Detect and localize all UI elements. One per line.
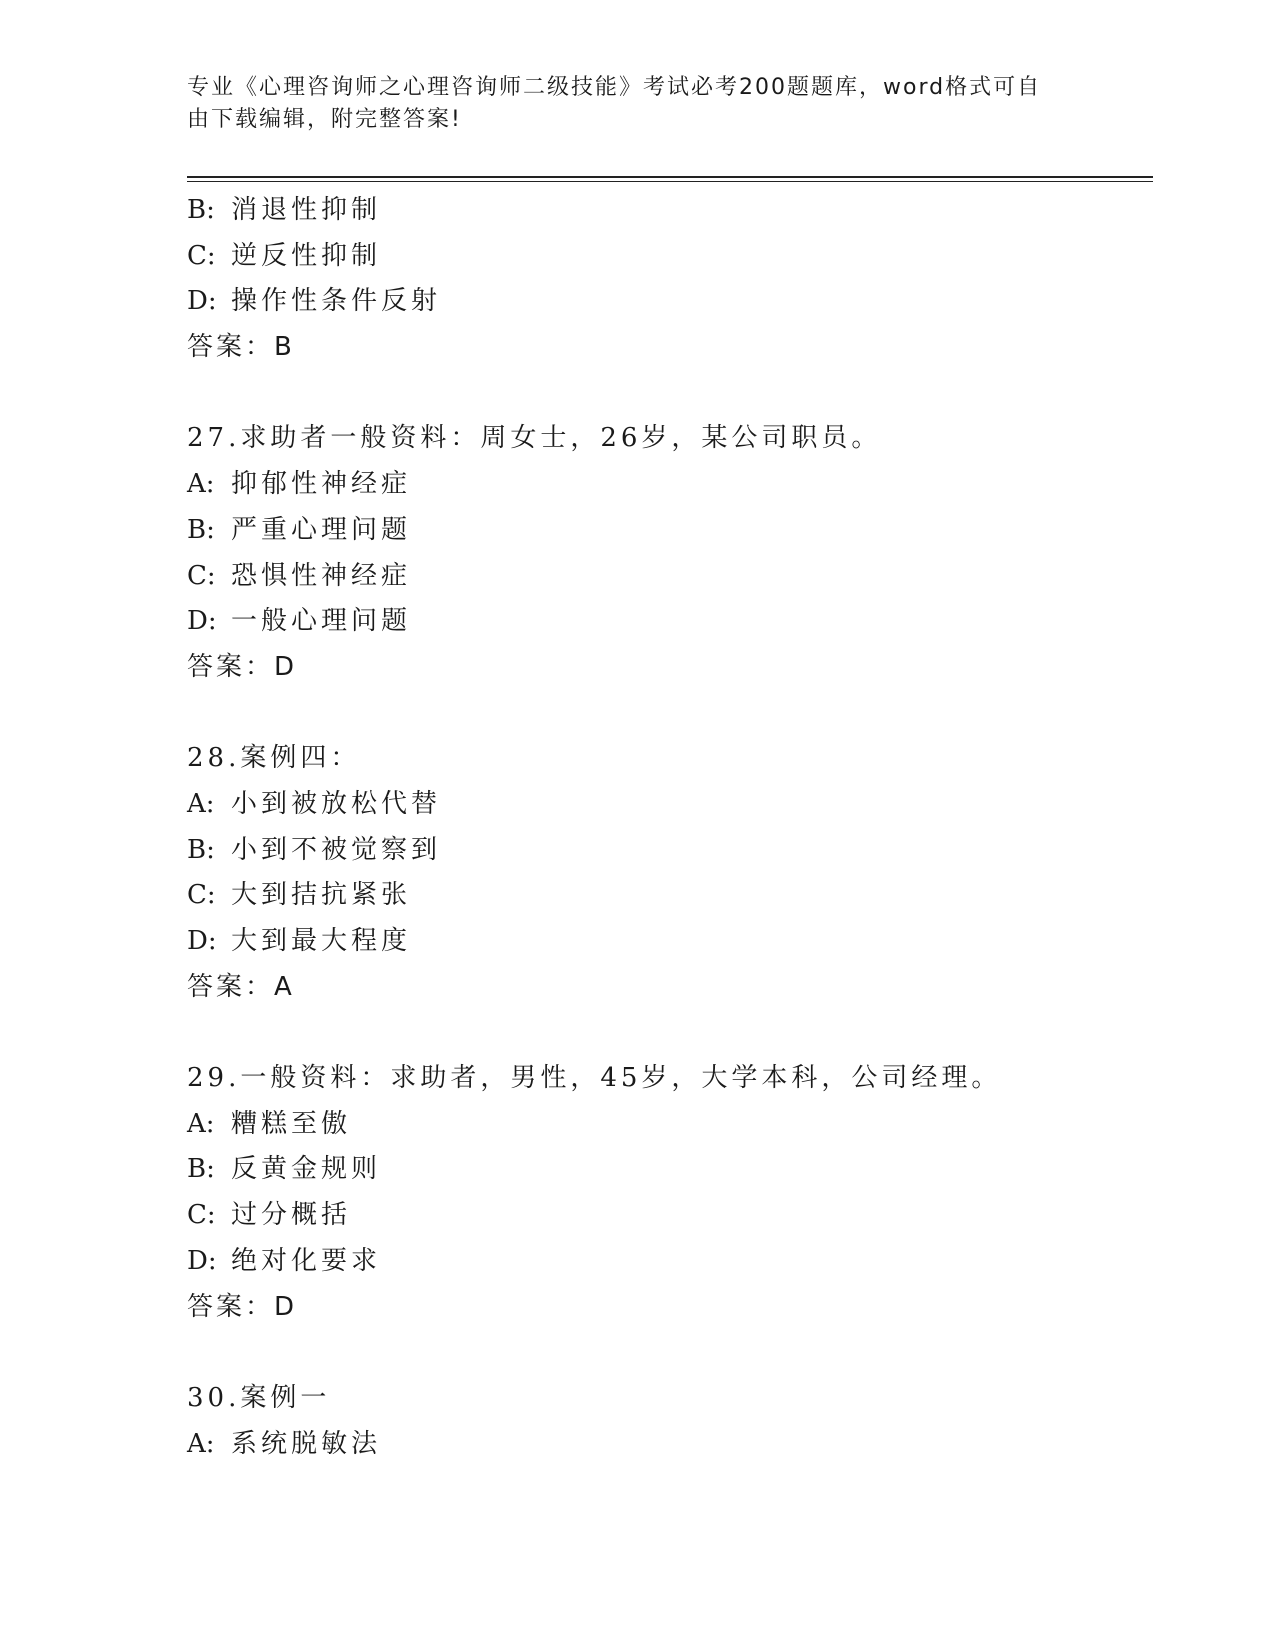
option-key: C: [187,1200,216,1231]
question-28 [187,736,1153,1010]
answer-line: 答案：B [187,332,295,363]
option-key: C: [187,880,216,911]
question-29 [187,1056,1153,1330]
option-a [187,782,1153,828]
option-text: 严重心理问题 [231,514,412,545]
option-text: 小到被放松代替 [231,788,442,819]
option-b [187,188,1153,234]
option-c [187,873,1153,919]
option-text: 反黄金规则 [231,1154,382,1185]
answer-line: 答案：D [187,1291,298,1322]
option-key: A: [187,1428,215,1459]
option-key: D: [187,286,217,317]
header-rule-thick [187,176,1153,178]
option-key: D: [187,1245,217,1276]
option-d [187,279,1153,325]
option-key: A: [187,788,215,819]
option-key: C: [187,560,216,591]
option-b [187,508,1153,554]
option-key: A: [187,1108,215,1139]
question-list [187,188,1153,1467]
option-d [187,919,1153,965]
option-a [187,1422,1153,1468]
option-key: B: [187,1154,215,1185]
option-b [187,828,1153,874]
option-text: 大到最大程度 [231,926,412,956]
spacer [187,1010,1153,1056]
spacer [187,691,1153,737]
option-d [187,1239,1153,1285]
option-key: D: [187,606,217,637]
header-line-1: 专业《心理咨询师之心理咨询师二级技能》考试必考200题题库，word格式可自 [187,75,1042,100]
option-key: B: [187,195,215,225]
question-stem: 30.案例一 [187,1382,331,1413]
question-27 [187,416,1153,690]
option-text: 抑郁性神经症 [231,469,412,500]
option-c [187,554,1153,600]
header-line-2: 由下载编辑，附完整答案! [187,107,462,132]
option-text: 一般心理问题 [231,606,412,637]
option-text: 恐惧性神经症 [231,560,412,591]
option-text: 小到不被觉察到 [231,834,442,865]
option-text: 大到拮抗紧张 [231,880,412,911]
spacer [187,371,1153,417]
option-c [187,1193,1153,1239]
option-a [187,462,1153,508]
question-stem: 28.案例四： [187,743,361,774]
answer-line: 答案：A [187,971,295,1002]
question-stem: 27.求助者一般资料：周女士，26岁，某公司职员。 [187,423,882,454]
option-text: 逆反性抑制 [231,240,382,271]
option-b [187,1147,1153,1193]
header-rule-thin [187,181,1153,182]
option-key: B: [187,514,215,545]
option-c [187,234,1153,280]
option-text: 绝对化要求 [231,1245,382,1276]
question-30 [187,1376,1153,1467]
option-key: C: [187,240,216,271]
question-stem: 29.一般资料：求助者，男性，45岁，大学本科，公司经理。 [187,1063,1002,1094]
option-text: 系统脱敏法 [231,1428,382,1459]
option-key: D: [187,926,217,956]
option-text: 过分概括 [231,1200,352,1231]
option-text: 糟糕至傲 [231,1108,352,1139]
option-d [187,599,1153,645]
spacer [187,1330,1153,1376]
option-key: B: [187,834,215,865]
question-fragment [187,188,1153,371]
option-text: 操作性条件反射 [231,286,442,317]
answer-line: 答案：D [187,651,298,682]
option-key: A: [187,469,215,500]
document-header [187,72,1067,136]
option-a [187,1102,1153,1148]
option-text: 消退性抑制 [231,195,382,225]
